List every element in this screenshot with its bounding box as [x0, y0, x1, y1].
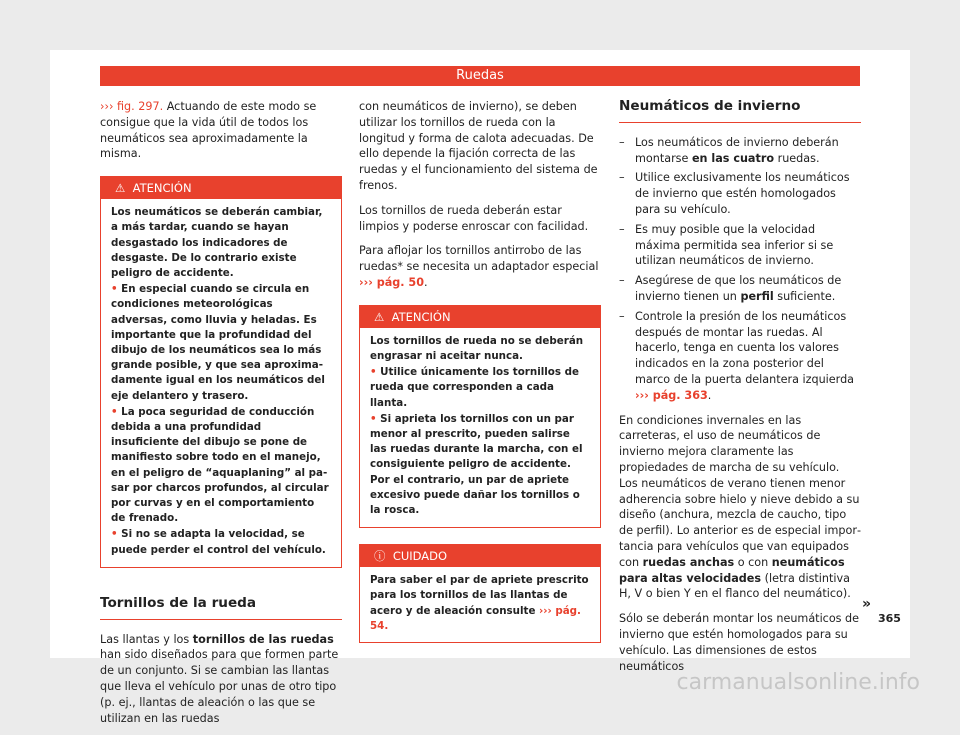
list-item: – Asegúrese de que los neumáticos de invierno tienen un perfil suficiente. [619, 273, 861, 305]
warning-box [100, 176, 342, 568]
warning-body: Los tornillos de rueda no se deberán engrasar ni aceitar nunca. • Utilice únicamente los tornillos de rueda que corresponden a cada llanta. • Si aprieta los tornillos con un par menor al prescrito, pueden salirse las ruedas durante la marcha, con el consiguiente peligro de accidente. Por el contrario, un par de apriete excesivo puede dañar los tornillos o la rosca. [370, 334, 584, 516]
watermark: carmanualsonline.info [676, 670, 920, 695]
body-paragraph: Las llantas y los tornillos de las ruedas han sido diseñados para que formen parte de un conjunto. Si se cambian las llantas que lleva el vehículo por unas de otro tipo (p. ej., llantas de aleación o las que se utilizan en las ruedas [100, 632, 339, 725]
figure-link[interactable]: ››› fig. 297. [100, 100, 164, 113]
page-link[interactable]: ››› pág. 363 [635, 388, 708, 402]
section-title-neumaticos-invierno: Neumáticos de invierno [619, 99, 861, 123]
intro-paragraph: ››› fig. 297. Actuando de este modo se consigue que la vida útil de todos los neumáticos sea aproximadamente la misma. [100, 100, 317, 161]
column-3 [619, 99, 861, 683]
bullet-icon: • [111, 283, 122, 296]
page-link[interactable]: ››› pág. 50 [359, 275, 425, 289]
page-number: 365 [878, 612, 901, 625]
warning-triangle-icon: ⚠ [115, 181, 126, 196]
body-paragraph: Para aflojar los tornillos antirrobo de las ruedas* se necesita un adaptador especial ››› pág. 50. [359, 244, 599, 289]
warning-header: ⚠ ATENCIÓN [360, 306, 600, 328]
dash-list [619, 135, 861, 404]
body-paragraph: Los tornillos de rueda deberán estar limpios y poderse enroscar con facilidad. [359, 203, 589, 233]
caution-header: ⓘ CUIDADO [360, 545, 600, 567]
body-paragraph: En condiciones invernales en las carreteras, el uso de neumáticos de invierno mejora claramente las propiedades de marcha de su vehículo. Los neumáticos de verano tienen menor adherencia sobre hielo y nieve debido a su diseño (anchura, mezcla de caucho, tipo de perfil). Lo anterior es de especial importancia para vehículos que van equipados con ruedas anchas o con neumáticos para altas velocidades (letra distintiva H, V o bien Y en el flanco del neumático). [619, 413, 861, 601]
column-1 [100, 99, 342, 735]
bullet-icon: • [370, 366, 381, 379]
section-title-tornillos: Tornillos de la rueda [100, 596, 342, 620]
warning-box [359, 305, 601, 528]
body-paragraph: con neumáticos de invierno), se deben utilizar los tornillos de rueda con la longitud y forma de calota adecuadas. De ello depende la fijación correcta de las ruedas y el funcionamiento del sistema de frenos. [359, 100, 598, 192]
bullet-icon: • [370, 412, 381, 425]
bullet-icon: • [111, 528, 122, 541]
warning-body: Los neumáticos se deberán cambiar, a más tardar, cuando se hayan desgastado los indicadores de desgaste. De lo contrario existe peligro de accidente. • En especial cuando se circula en condiciones meteorológicas adversas, como lluvia y heladas. Es importante que la profundidad del dibujo de los neumáticos sea lo más grande posible, y que sea aproximadamente igual en los neumáticos del eje delantero y trasero. • La poca seguridad de conducción debida a una profundidad insuficiente del dibujo se pone de manifiesto sobre todo en el manejo, en el peligro de “aquaplaning” al pasar por charcos profundos, al circular por curvas y en el comportamiento de frenado. • Si no se adapta la velocidad, se puede perder el control del vehículo. [111, 206, 329, 556]
warning-header: ⚠ ATENCIÓN [101, 177, 341, 199]
page-header: Ruedas [100, 66, 860, 86]
list-item: – Utilice exclusivamente los neumáticos de invierno que estén homologados para su vehículo. [619, 170, 861, 217]
bullet-icon: • [111, 405, 122, 418]
page-link[interactable]: ››› pág. 54. [370, 604, 581, 632]
list-item: – Controle la presión de los neumáticos después de montar las ruedas. Al hacerlo, tenga en cuenta los valores indicados en la zona posterior del marco de la puerta delantera izquierda ››› pág. 363. [619, 309, 861, 404]
continue-arrow-icon: » [862, 596, 872, 612]
info-circle-icon: ⓘ [374, 549, 386, 564]
list-item: – Es muy posible que la velocidad máxima permitida sea inferior si se utilizan neumáticos de invierno. [619, 222, 861, 269]
caution-body: Para saber el par de apriete prescrito para los tornillos de las llantas de acero y de aleación consulte ››› pág. 54. [370, 574, 589, 632]
list-item: – Los neumáticos de invierno deberán montarse en las cuatro ruedas. [619, 135, 861, 167]
caution-box [359, 544, 601, 643]
body-paragraph: Sólo se deberán montar los neumáticos de invierno que estén homologados para su vehículo. Las dimensiones de estos neumáticos [619, 612, 860, 673]
warning-triangle-icon: ⚠ [374, 309, 385, 324]
column-2 [359, 99, 601, 643]
